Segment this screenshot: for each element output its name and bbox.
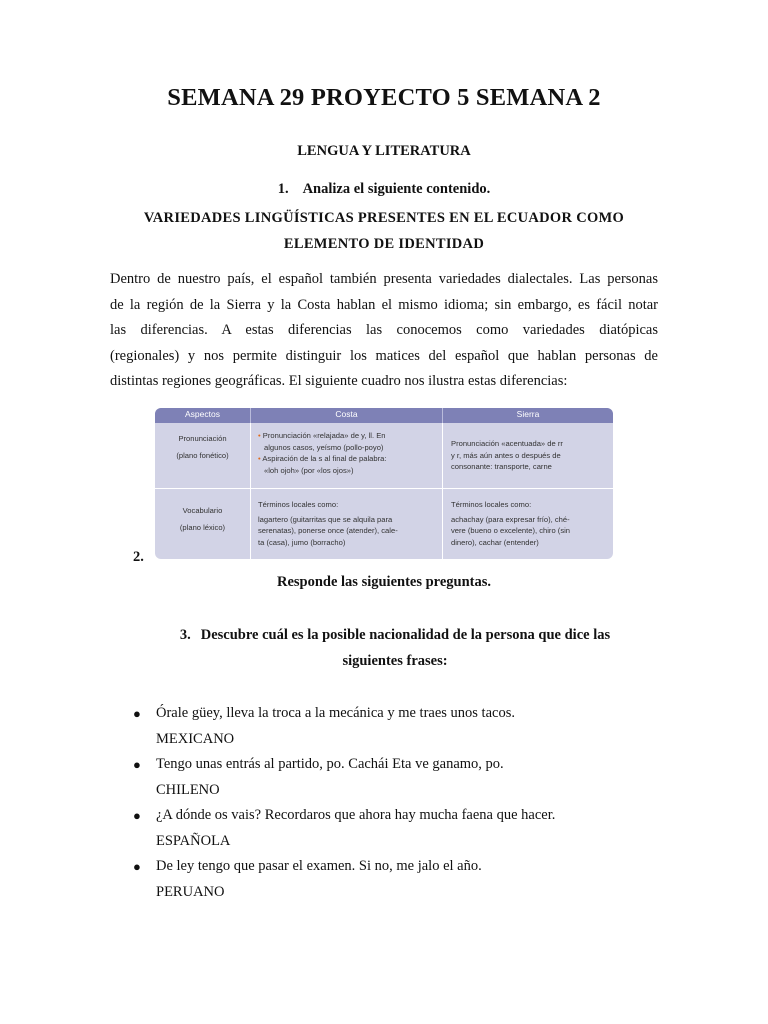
list-item xyxy=(130,752,650,803)
phrase-answer: MEXICANO xyxy=(156,730,235,747)
table-row-2-costa: Términos locales como: lagartero (guitarritas que se alquila para serenatas), ponerse once (atender), cale- ta (casa), jumo (borracho) xyxy=(258,500,398,547)
bullet-icon: • xyxy=(258,431,261,440)
phrase-answer: PERUANO xyxy=(156,883,225,900)
phrase-answer: ESPAÑOLA xyxy=(156,832,231,849)
bullet-icon: ● xyxy=(133,706,141,721)
phrase-answer: CHILENO xyxy=(156,781,220,798)
table-divider xyxy=(250,423,251,559)
item-3-line-1: Descubre cuál es la posible nacionalidad de la persona que dice las xyxy=(200,627,611,643)
item-2-number: 2. xyxy=(133,549,144,565)
paragraph-line: (regionales) y nos permite distinguir los matices del español que hablan personas de xyxy=(110,347,658,364)
list-item xyxy=(130,854,650,905)
item-1-number: 1. xyxy=(277,181,289,197)
paragraph-line: distintas regiones geográficas. El siguiente cuadro nos ilustra estas diferencias: xyxy=(110,373,568,389)
section-heading xyxy=(110,205,658,257)
table-header-sierra: Sierra xyxy=(516,409,540,419)
bullet-icon: ● xyxy=(133,757,141,772)
page-title: SEMANA 29 PROYECTO 5 SEMANA 2 xyxy=(167,84,601,111)
table-row-1-sierra: Pronunciación «acentuada» de rr y r, más aún antes o después de consonante: transporte, carne xyxy=(451,439,563,471)
item-3-line-2: siguientes frases: xyxy=(342,653,448,669)
paragraph-line: las diferencias. A estas diferencias las conocemos como variedades diatópicas xyxy=(110,322,658,338)
table-header-aspectos: Aspectos xyxy=(185,409,220,419)
subject-heading: LENGUA Y LITERATURA xyxy=(297,143,471,159)
section-heading-line-1: VARIEDADES LINGÜÍSTICAS PRESENTES EN EL ECUADOR COMO xyxy=(143,210,625,226)
item-1-text: Analiza el siguiente contenido. xyxy=(302,181,491,197)
dialect-table-image xyxy=(155,408,613,559)
list-item xyxy=(130,803,650,854)
table-divider xyxy=(250,408,251,423)
section-heading-line-2: ELEMENTO DE IDENTIDAD xyxy=(283,236,485,252)
table-row-1-costa: • Pronunciación «relajada» de y, ll. En algunos casos, yeísmo (pollo-poyo) • Aspiración de la s al final de palabra: «loh ojoh» (por «los ojos») xyxy=(258,431,387,475)
intro-paragraph xyxy=(110,267,658,395)
table-row-2-sierra: Términos locales como: achachay (para expresar frío), ché- vere (bueno o excelente), chiro (sin dinero), cachar (entender) xyxy=(451,500,571,547)
responde-heading: Responde las siguientes preguntas. xyxy=(276,574,492,590)
table-row-2-aspect: Vocabulario (plano léxico) xyxy=(179,506,226,532)
table-row-divider xyxy=(155,488,613,489)
table-row-1-aspect: Pronunciación (plano fonético) xyxy=(176,434,229,460)
phrase-text: ¿A dónde os vais? Recordaros que ahora hay mucha faena que hacer. xyxy=(156,807,556,823)
table-divider xyxy=(442,408,443,423)
table-divider xyxy=(442,423,443,559)
item-3-number: 3. xyxy=(179,627,191,643)
bullet-icon: ● xyxy=(133,859,141,874)
table-header-costa: Costa xyxy=(335,409,358,419)
phrase-text: Tengo unas entrás al partido, po. Cachái Eta ve ganamo, po. xyxy=(156,756,504,772)
bullet-icon: • xyxy=(258,454,261,463)
phrases-list xyxy=(130,701,650,905)
phrase-text: Órale güey, lleva la troca a la mecánica y me traes unos tacos. xyxy=(156,705,515,721)
list-item xyxy=(130,701,650,752)
item-3 xyxy=(150,622,640,674)
paragraph-line: Dentro de nuestro país, el español también presenta variedades dialectales. Las personas xyxy=(110,271,658,287)
item-1 xyxy=(0,181,768,198)
bullet-icon: ● xyxy=(133,808,141,823)
phrase-text: De ley tengo que pasar el examen. Si no, me jalo el año. xyxy=(156,858,482,874)
paragraph-line: de la región de la Sierra y la Costa hablan el mismo idioma; sin embargo, es fácil notar xyxy=(110,296,658,313)
